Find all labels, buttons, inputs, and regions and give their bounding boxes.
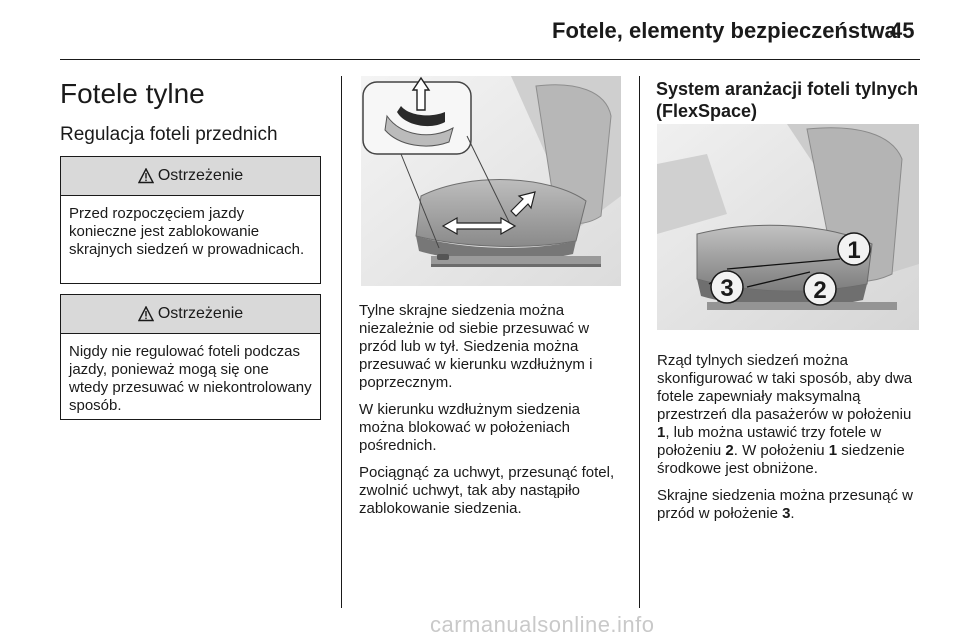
paragraph xyxy=(657,352,921,478)
paragraph: Pociągnąć za uchwyt, przesunąć fotel, zwolnić uchwyt, tak aby nastąpiło zablokowanie siedzenia. xyxy=(359,464,615,517)
warning-box xyxy=(60,294,321,420)
middle-column-text xyxy=(359,302,621,527)
text-run: Rząd tylnych siedzeń można skonfigurować w taki sposób, aby dwa fotele zapewniały maksymalną przestrzeń dla pasażerów w położeniu xyxy=(657,352,913,423)
text-run: . xyxy=(790,505,795,522)
text-run: , lub można ustawić trzy fotele w położeniu xyxy=(657,424,882,459)
warning-text: Nigdy nie regulować foteli podczas jazdy, ponieważ mogą się one wtedy przesuwać w niekontrolowany sposób. xyxy=(69,343,312,414)
position-number: 1 xyxy=(828,442,838,459)
paragraph: Tylne skrajne siedzenia można niezależnie od siebie przesuwać w przód lub w tył. Siedzenia można przesuwać w kierunku wzdłużnym i poprzecznym. xyxy=(359,302,593,391)
running-header-title: Fotele, elementy bezpieczeństwa xyxy=(552,18,897,43)
right-column-text xyxy=(657,352,921,532)
paragraph xyxy=(657,487,921,523)
seat-adjustment-illustration xyxy=(361,76,621,286)
text-run: siedzenie środkowe jest obniżone. xyxy=(657,442,905,477)
warning-triangle-icon xyxy=(138,168,154,184)
flexspace-seat-illustration xyxy=(657,124,919,330)
column-divider-left xyxy=(341,76,342,608)
warning-header xyxy=(61,295,320,334)
text-run: . W położeniu xyxy=(733,442,829,459)
flexspace-section-title: System aranżacji foteli tylnych (FlexSpace) xyxy=(656,79,919,121)
position-number: 2 xyxy=(725,442,734,459)
watermark: carmanualsonline.info xyxy=(430,612,655,637)
column-divider-right xyxy=(639,76,640,608)
paragraph: W kierunku wzdłużnym siedzenia można blokować w położeniach pośrednich. xyxy=(359,401,580,454)
subsection-title: Regulacja foteli przednich xyxy=(60,124,278,145)
warning-heading: Ostrzeżenie xyxy=(157,305,244,322)
warning-heading: Ostrzeżenie xyxy=(157,167,244,184)
page-number: 45 xyxy=(890,18,915,43)
warning-text: Przed rozpoczęciem jazdy konieczne jest zablokowanie skrajnych siedzeń w prowadnicach. xyxy=(69,205,305,258)
warning-box xyxy=(60,156,321,284)
text-run: Skrajne siedzenia można przesunąć w przód w położenie xyxy=(657,487,913,522)
header-divider xyxy=(60,59,920,60)
warning-header xyxy=(61,157,320,196)
callout-label-1: 1 xyxy=(847,237,861,264)
callout-label-3: 3 xyxy=(720,275,734,302)
callout-label-2: 2 xyxy=(813,277,827,304)
position-number: 3 xyxy=(782,505,791,522)
position-number: 1 xyxy=(657,424,666,441)
warning-triangle-icon xyxy=(138,306,154,322)
section-title: Fotele tylne xyxy=(60,78,205,109)
